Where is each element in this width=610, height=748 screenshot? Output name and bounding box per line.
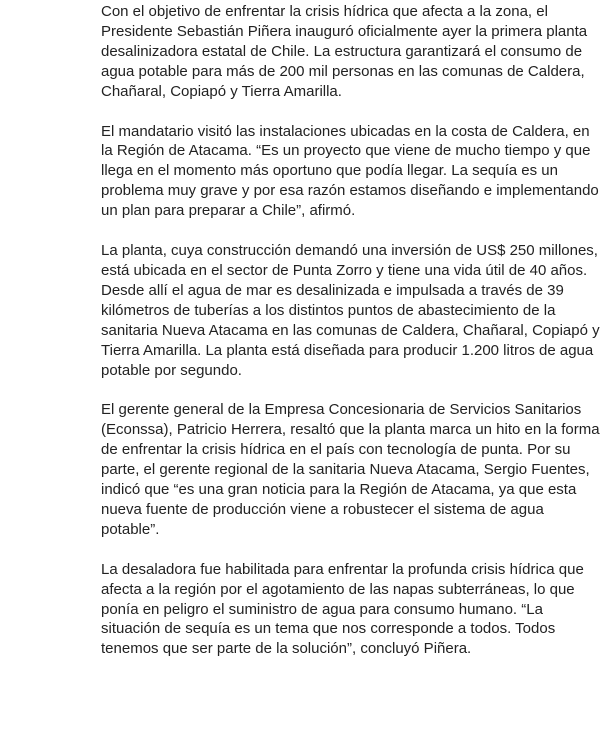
paragraph-5: La desaladora fue habilitada para enfrentar la profunda crisis hídrica que afecta a la región por el agotamiento de las napas subterráneas, lo que ponía en peligro el suministro de agua para consumo humano. “La situación de sequía es un tema que nos corresponde a todos. Todos tenemos que ser parte de la solución”, concluyó Piñera. — [101, 560, 584, 658]
paragraph-3: La planta, cuya construcción demandó una inversión de US$ 250 millones, está ubicada en el sector de Punta Zorro y tiene una vida útil de 40 años. Desde allí el agua de mar es desalinizada e impulsada a través de 39 kilómetros de tuberías a los distintos puntos de abastecimiento de la sanitaria Nueva Atacama en las comunas de Caldera, Chañaral, Copiapó y Tierra Amarilla. La planta está diseñada para producir 1.200 litros de agua potable por segundo. — [101, 242, 600, 379]
paragraph-4: El gerente general de la Empresa Concesionaria de Servicios Sanitarios (Econssa), Patricio Herrera, resaltó que la planta marca un hito en la forma de enfrentar la crisis hídrica en el país con tecnología de punta. Por su parte, el gerente regional de la sanitaria Nueva Atacama, Sergio Fuentes, indicó que “es una gran noticia para la Región de Atacama, ya que esta nueva fuente de producción viene a robustecer el sistema de agua potable”. — [101, 401, 600, 538]
article-body — [101, 0, 601, 659]
paragraph-2: El mandatario visitó las instalaciones ubicadas en la costa de Caldera, en la Región de Atacama. “Es un proyecto que viene de mucho tiempo y que llega en el momento más oportuno que podía llegar. La sequía es un problema muy grave y por esa razón estamos diseñando e implementando un plan para preparar a Chile”, afirmó. — [101, 122, 599, 220]
paragraph-1: Con el objetivo de enfrentar la crisis hídrica que afecta a la zona, el Presidente Sebastián Piñera inauguró oficialmente ayer la primera planta desalinizadora estatal de Chile. La estructura garantizará el consumo de agua potable para más de 200 mil personas en las comunas de Caldera, Chañaral, Copiapó y Tierra Amarilla. — [101, 3, 588, 100]
